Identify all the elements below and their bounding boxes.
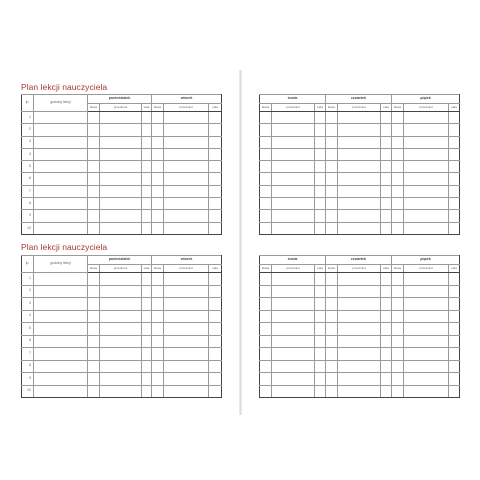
subject-header: przedmiot bbox=[272, 104, 315, 112]
table-row bbox=[260, 161, 460, 173]
room-header: sala bbox=[381, 265, 392, 273]
lp-header: lp. bbox=[22, 256, 34, 273]
table-row bbox=[260, 198, 460, 210]
lp-header: lp. bbox=[22, 95, 34, 112]
timetable-right-bottom bbox=[259, 255, 460, 398]
table-row bbox=[260, 323, 460, 336]
table-row bbox=[22, 373, 222, 386]
table-row bbox=[22, 335, 222, 348]
row-number: 10 bbox=[22, 385, 34, 398]
day-header-monday: poniedziałek bbox=[88, 256, 152, 265]
table-row bbox=[22, 360, 222, 373]
room-header: sala bbox=[381, 104, 392, 112]
subject-header: przedmiot bbox=[164, 265, 209, 273]
row-number: 4 bbox=[22, 310, 34, 323]
class-header: klasa bbox=[152, 265, 164, 273]
row-number: 9 bbox=[22, 373, 34, 386]
table-row bbox=[22, 198, 222, 210]
hours-header: godziny lekcji bbox=[34, 256, 88, 273]
row-number: 3 bbox=[22, 298, 34, 311]
day-header-tuesday: wtorek bbox=[152, 95, 222, 104]
class-header: klasa bbox=[326, 265, 338, 273]
day-header-wednesday: środa bbox=[260, 256, 326, 265]
room-header: sala bbox=[449, 104, 460, 112]
subject-header: przedmiot bbox=[404, 265, 449, 273]
table-row bbox=[22, 185, 222, 197]
page-spine bbox=[239, 70, 242, 415]
table-row bbox=[260, 210, 460, 222]
row-number: 10 bbox=[22, 222, 34, 234]
table-row bbox=[260, 373, 460, 386]
subject-header: przedmiot bbox=[338, 265, 381, 273]
subject-header: przedmiot bbox=[164, 104, 209, 112]
table-row bbox=[22, 124, 222, 136]
table-row bbox=[260, 335, 460, 348]
table-row bbox=[22, 222, 222, 234]
table-row bbox=[22, 136, 222, 148]
table-row bbox=[260, 173, 460, 185]
hours-header: godziny lekcji bbox=[34, 95, 88, 112]
table-row bbox=[22, 310, 222, 323]
subject-header: przedmiot bbox=[100, 104, 142, 112]
row-number: 6 bbox=[22, 173, 34, 185]
table-row bbox=[260, 136, 460, 148]
row-number: 1 bbox=[22, 273, 34, 286]
row-number: 3 bbox=[22, 136, 34, 148]
room-header: sala bbox=[209, 104, 222, 112]
room-header: sala bbox=[209, 265, 222, 273]
class-header: klasa bbox=[88, 104, 100, 112]
table-row bbox=[22, 210, 222, 222]
day-header-thursday: czwartek bbox=[326, 256, 392, 265]
class-header: klasa bbox=[260, 265, 272, 273]
row-number: 7 bbox=[22, 348, 34, 361]
room-header: sala bbox=[449, 265, 460, 273]
day-header-friday: piątek bbox=[392, 95, 460, 104]
table-row bbox=[260, 310, 460, 323]
table-row bbox=[260, 112, 460, 124]
room-header: sala bbox=[142, 104, 152, 112]
page-title: Plan lekcji nauczyciela bbox=[21, 242, 108, 252]
row-number: 7 bbox=[22, 185, 34, 197]
subject-header: przedmiot bbox=[272, 265, 315, 273]
table-row bbox=[260, 124, 460, 136]
subject-header: przedmiot bbox=[338, 104, 381, 112]
table-row bbox=[22, 348, 222, 361]
day-header-friday: piątek bbox=[392, 256, 460, 265]
row-number: 2 bbox=[22, 285, 34, 298]
timetable-left-top bbox=[21, 94, 222, 235]
table-row bbox=[22, 385, 222, 398]
table-row bbox=[260, 185, 460, 197]
table-row bbox=[22, 285, 222, 298]
room-header: sala bbox=[315, 265, 326, 273]
table-row bbox=[22, 298, 222, 311]
table-row bbox=[22, 323, 222, 336]
table-row bbox=[260, 385, 460, 398]
subject-header: przedmiot bbox=[100, 265, 142, 273]
table-row bbox=[22, 173, 222, 185]
timetable-left-bottom bbox=[21, 255, 222, 398]
row-number: 1 bbox=[22, 112, 34, 124]
class-header: klasa bbox=[152, 104, 164, 112]
day-header-monday: poniedziałek bbox=[88, 95, 152, 104]
room-header: sala bbox=[142, 265, 152, 273]
table-row bbox=[22, 161, 222, 173]
table-row bbox=[260, 360, 460, 373]
row-number: 8 bbox=[22, 360, 34, 373]
table-row bbox=[260, 222, 460, 234]
row-number: 9 bbox=[22, 210, 34, 222]
row-number: 5 bbox=[22, 323, 34, 336]
day-header-tuesday: wtorek bbox=[152, 256, 222, 265]
class-header: klasa bbox=[392, 265, 404, 273]
row-number: 4 bbox=[22, 148, 34, 160]
class-header: klasa bbox=[260, 104, 272, 112]
page-title: Plan lekcji nauczyciela bbox=[21, 82, 108, 92]
row-number: 5 bbox=[22, 161, 34, 173]
table-row bbox=[22, 273, 222, 286]
day-header-thursday: czwartek bbox=[326, 95, 392, 104]
class-header: klasa bbox=[392, 104, 404, 112]
room-header: sala bbox=[315, 104, 326, 112]
row-number: 2 bbox=[22, 124, 34, 136]
table-row bbox=[260, 273, 460, 286]
table-row bbox=[260, 285, 460, 298]
class-header: klasa bbox=[88, 265, 100, 273]
row-number: 8 bbox=[22, 198, 34, 210]
table-row bbox=[260, 298, 460, 311]
table-row bbox=[22, 148, 222, 160]
subject-header: przedmiot bbox=[404, 104, 449, 112]
table-row bbox=[260, 348, 460, 361]
table-row bbox=[22, 112, 222, 124]
day-header-wednesday: środa bbox=[260, 95, 326, 104]
class-header: klasa bbox=[326, 104, 338, 112]
timetable-right-top bbox=[259, 94, 460, 235]
row-number: 6 bbox=[22, 335, 34, 348]
table-row bbox=[260, 148, 460, 160]
